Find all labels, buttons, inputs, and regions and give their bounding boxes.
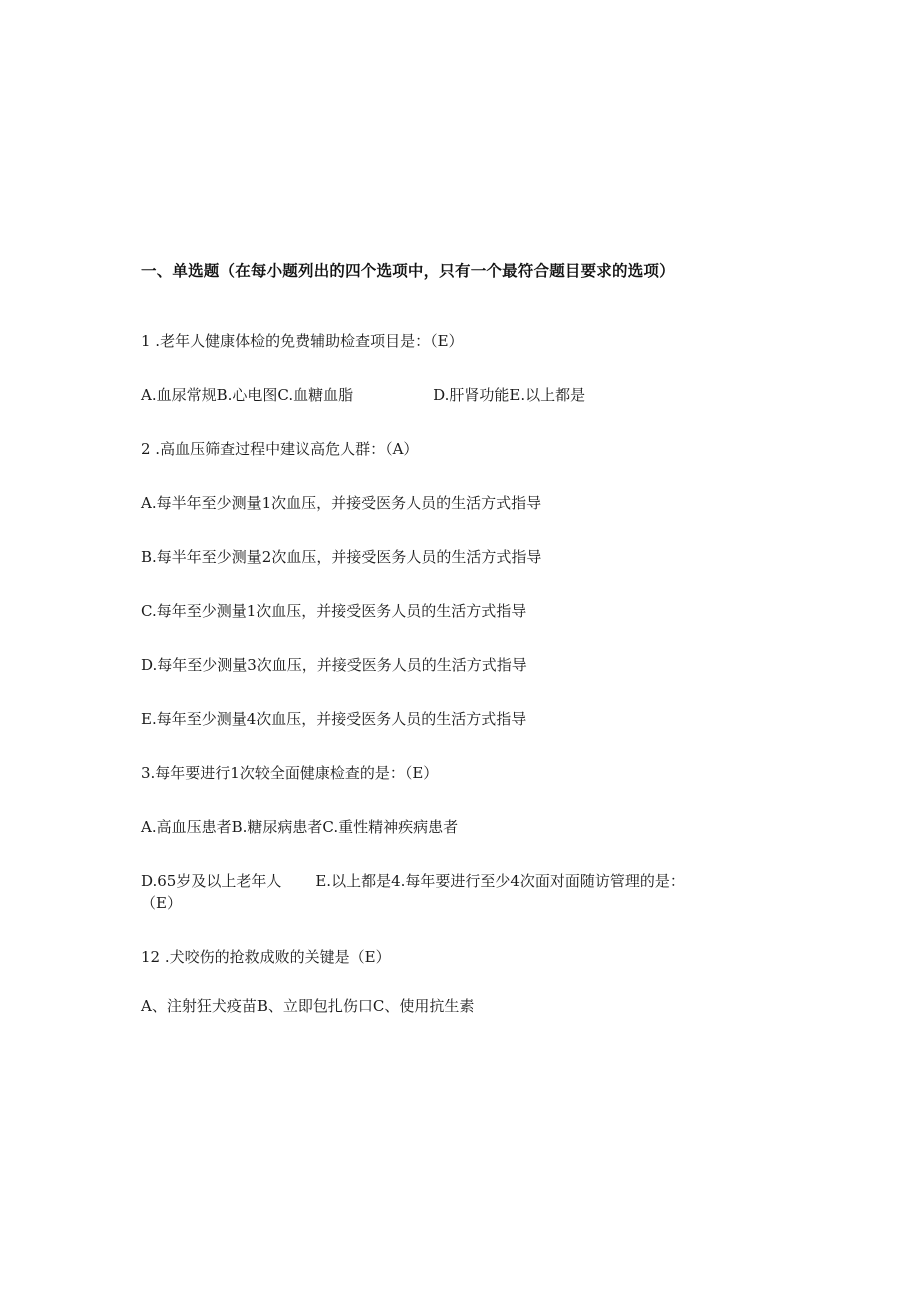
question-2-option-a: A.每半年至少测量1次血压，并接受医务人员的生活方式指导	[141, 494, 542, 512]
question-12-options: A、注射狂犬疫苗B、立即包扎伤口C、使用抗生素	[141, 997, 475, 1015]
question-1-options-abc: A.血尿常规B.心电图C.血糖血脂	[141, 386, 354, 404]
question-2-option-e: E.每年至少测量4次血压，并接受医务人员的生活方式指导	[141, 710, 527, 728]
question-2-option-d: D.每年至少测量3次血压，并接受医务人员的生活方式指导	[141, 656, 527, 674]
question-1-options-de: D.肝肾功能E.以上都是	[433, 386, 586, 404]
question-1-options	[141, 384, 585, 406]
question-3-options-abc: A.高血压患者B.糖尿病患者C.重性精神疾病患者	[141, 818, 459, 836]
question-12-stem: 12 .犬咬伤的抢救成败的关键是（E）	[141, 948, 391, 966]
question-2-stem: 2 .高血压筛查过程中建议高危人群：（A）	[141, 440, 419, 458]
question-1-stem: 1 .老年人健康体检的免费辅助检查项目是：（E）	[141, 332, 464, 350]
question-3-options-de-and-question-4	[141, 870, 701, 914]
section-heading: 一、单选题（在每小题列出的四个选项中，只有一个最符合题目要求的选项）	[141, 262, 675, 280]
question-2-option-c: C.每年至少测量1次血压，并接受医务人员的生活方式指导	[141, 602, 527, 620]
question-3-option-e-and-question-4-stem: E.以上都是4.每年要进行至少4次面对面随访管理的是：（E）	[141, 872, 685, 912]
question-3-stem: 3.每年要进行1次较全面健康检查的是：（E）	[141, 764, 439, 782]
question-3-option-d: D.65岁及以上老年人	[141, 872, 282, 890]
question-2-option-b: B.每半年至少测量2次血压，并接受医务人员的生活方式指导	[141, 548, 542, 566]
